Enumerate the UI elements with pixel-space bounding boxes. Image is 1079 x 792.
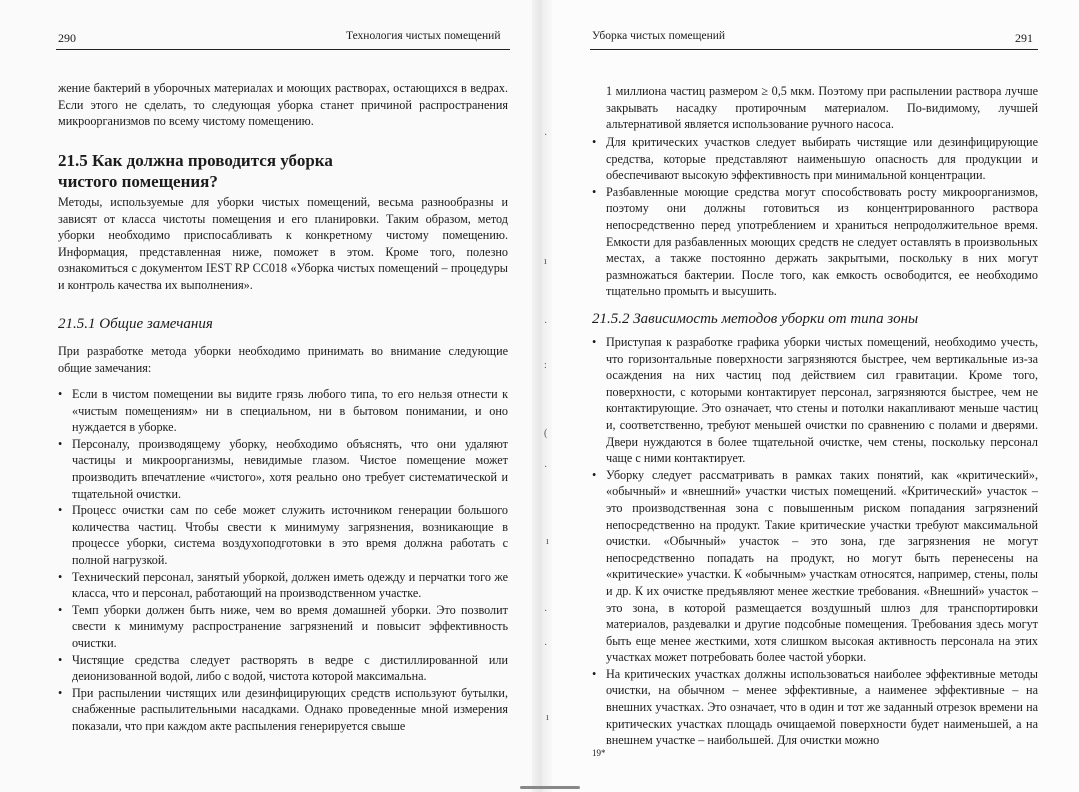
left-running-header: Технология чистых помещений [346,30,501,42]
right-intro-paragraph: 1 миллиона частиц размером ≥ 0,5 мкм. Поэтому при распылении раствора лучше закрывать насадку протирочным материалом. По-видимому, лучшей альтернативой является использование ручного насоса. [606,84,1038,132]
list-item: • Персоналу, производящему уборку, необходимо объяснять, что они удаляют частицы и микроорганизмы, невидимые глазом. Чистое помещение может производить впечатление «чистого», хотя реально оно требует систематической и тщательной очистки. [58,436,508,501]
left-header-rule [56,49,510,50]
left-page-number: 290 [58,31,76,45]
book-gutter [532,0,552,792]
subsection-heading-zones: 21.5.2 Зависимость методов уборки от типа зоны [592,311,919,327]
right-header-rule [590,49,1038,50]
list-item: • Темп уборки должен быть ниже, чем во время домашней уборки. Это позволит свести к минимуму распространение загрязнений и повысит эффективность очистки. [58,602,508,650]
right-bullet-list-bottom [592,334,1038,749]
left-intro-paragraph: жение бактерий в уборочных материалах и моющих растворах, остающихся в ведрах. Если этого не сделать, то следующая уборка станет причиной распространения микроорганизмов по всему чистому помещению. [58,81,508,129]
right-running-header: Уборка чистых помещений [592,30,726,42]
section-paragraph: Методы, используемые для уборки чистых помещений, весьма разнообразны и зависят от класса чистоты помещения и его планировки. Таким образом, метод уборки необходимо приспосабливать к конкретному чистому помещению. Информация, представленная ниже, поможет в этом. Кроме того, полезно ознакомиться с документом IEST RP CC018 «Уборка чистых помещений – процедуры и контроль качества их выполнения». [58,195,508,292]
list-item: • На критических участках должны использоваться наиболее эффективные методы очистки, на обычном – менее эффективные, а наименее эффективные – на внешних участках. Это означает, что в один и тот же заданный отрезок времени на критических участках площадь очищаемой поверхности будет наименьшей, а на внешнем участке – наибольшей. Для очистки можно [592,666,1038,748]
subsection-intro: При разработке метода уборки необходимо принимать во внимание следующие общие замечания: [58,344,508,375]
right-page-number: 291 [1015,31,1033,45]
scan-smudge [520,786,580,789]
section-heading: 21.5 Как должна проводится уборка чистого помещения? [58,151,333,191]
list-item: • При распылении чистящих или дезинфицирующих средств используют бутылки, снабженные распылительными насадками. Однако проведенные мной измерения показали, что при каждом акте распыления генерируется свыше [58,685,508,733]
right-bullet-list-top [592,134,1038,300]
list-item: • Для критических участков следует выбирать чистящие или дезинфицирующие средства, которые представляют наименьшую опасность для продукции и обеспечивают высокую эффективность при минимальной концентрации. [592,135,1038,183]
list-item: • Разбавленные моющие средства могут способствовать росту микроорганизмов, поэтому они должны готовиться из концентрированного раствора непосредственно перед употреблением и храниться непродолжительное время. Емкости для разбавленных моющих средств не следует оставлять в произвольных местах, а также постоянно держать закрытыми, поскольку в них могут размножаться бактерии. После того, как емкость освободится, ее необходимо тщательно промыть и высушить. [592,184,1038,299]
list-item: • Технический персонал, занятый уборкой, должен иметь одежду и перчатки того же класса, что и персонал, работающий на производственном участке. [58,569,508,601]
list-item: • Чистящие средства следует растворять в ведре с дистиллированной или деионизованной водой, либо с водой, чистота которой максимальна. [58,652,508,684]
list-item: • Уборку следует рассматривать в рамках таких понятий, как «критический», «обычный» и «внешний» участки чистых помещений. «Критический» участок – это производственная зона с повышенным риском попадания загрязнений непосредственно на продукт. Такие критические участки требуют максимальной очистки. «Обычный» участок – это зона, где загрязнения не могут непосредственно попадать на продукт, но могут быть перенесены на «критические» участки. К «обычным» участкам относятся, например, стены, полы и др. К их очистке предъявляют менее жесткие требования. «Внешний» участок – это зона, в которой размещается воздушный шлюз для транспортировки материалов, раздевалки и другие подсобные помещения. Требования здесь могут быть еще менее жесткими, хотя слишком высокая активность персонала на этих участках может потребовать более частой уборки. [592,467,1038,665]
list-item: • Процесс очистки сам по себе может служить источником генерации большого количества частиц. Чтобы свести к минимуму загрязнения, возникающие в процессе уборки, система воздухоподготовки в это время должна работать с полной нагрузкой. [58,503,508,567]
subsection-heading-general: 21.5.1 Общие замечания [58,316,213,332]
list-item: • Если в чистом помещении вы видите грязь любого типа, то его нельзя отнести к «чистым помещениям» ни в специальном, ни в бытовом понимании, и оно нуждается в уборке. [58,387,508,435]
signature-mark: 19* [592,748,606,758]
list-item: • Приступая к разработке графика уборки чистых помещений, необходимо учесть, что горизонтальные поверхности загрязняются быстрее, чем вертикальные из-за осаждения на них частиц под действием сил гравитации. Кроме того, поверхности, с которыми контактирует персонал, загрязняются быстрее, чем не контактирующие. Это означает, что стены и потолки накапливают меньше частиц и, соответственно, требуют меньшей очистки по сравнению с полами и дверями. Двери нуждаются в более тщательной очистке, чем стены, поскольку персонал чаще с ними контактирует. [592,335,1038,466]
left-bullet-list [58,386,508,734]
